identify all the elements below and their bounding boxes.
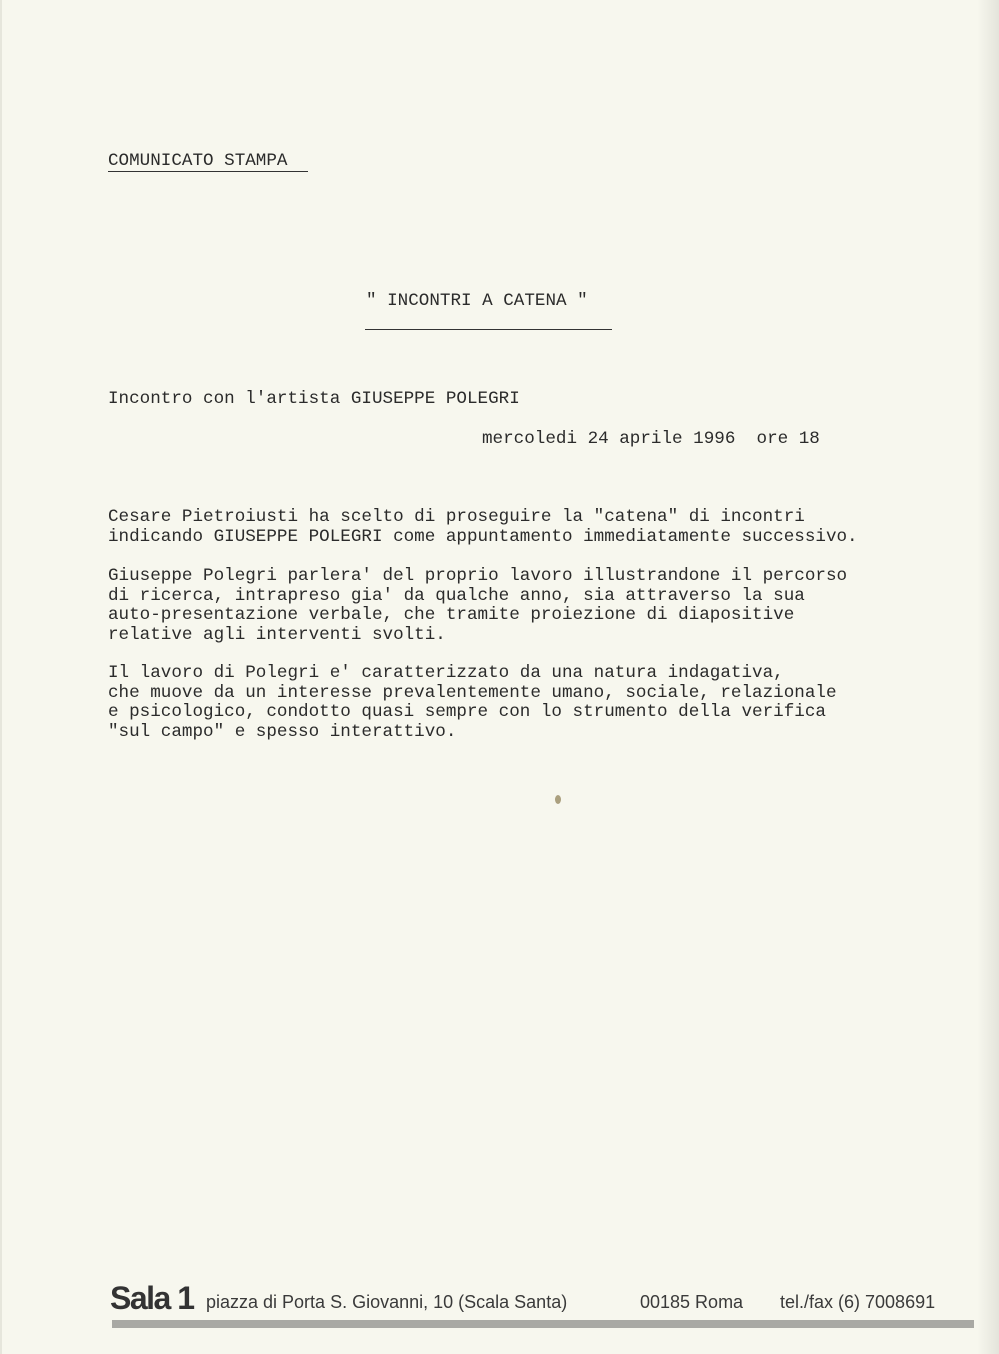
event-intro: Incontro con l'artista GIUSEPPE POLEGRI [108, 389, 520, 409]
document-type-label: COMUNICATO STAMPA [108, 151, 288, 171]
document-title: " INCONTRI A CATENA " [366, 291, 588, 311]
letterhead-footer [110, 1278, 980, 1318]
paragraph-2: Giuseppe Polegri parlera' del proprio lavoro illustrandone il percorso di ricerca, intrapreso gia' da qualche anno, sia attraverso la sua auto-presentazione verbale, che tramite proiezione di diapositive relative agli interventi svolti. [108, 566, 848, 645]
paper-edge-shadow [977, 0, 999, 1354]
document-type-underline [108, 171, 308, 172]
title-underline [365, 329, 612, 330]
paragraph-3: Il lavoro di Polegri e' caratterizzato da una natura indagativa, che muove da un interesse prevalentemente umano, sociale, relazionale e psicologico, condotto quasi sempre con lo strumento della verifica "sul campo" e spesso interattivo. [108, 663, 837, 742]
footer-city: 00185 Roma [640, 1292, 744, 1312]
paper-speck [555, 795, 561, 804]
event-date: mercoledi 24 aprile 1996 ore 18 [482, 429, 820, 449]
footer-bar [112, 1320, 974, 1328]
footer-phone: tel./fax (6) 7008691 [780, 1292, 936, 1312]
brand-logo: Sala 1 [110, 1280, 194, 1316]
footer-address: piazza di Porta S. Giovanni, 10 (Scala Santa) [206, 1292, 568, 1312]
paragraph-1: Cesare Pietroiusti ha scelto di proseguire la "catena" di incontri indicando GIUSEPPE POLEGRI come appuntamento immediatamente successivo. [108, 507, 858, 547]
